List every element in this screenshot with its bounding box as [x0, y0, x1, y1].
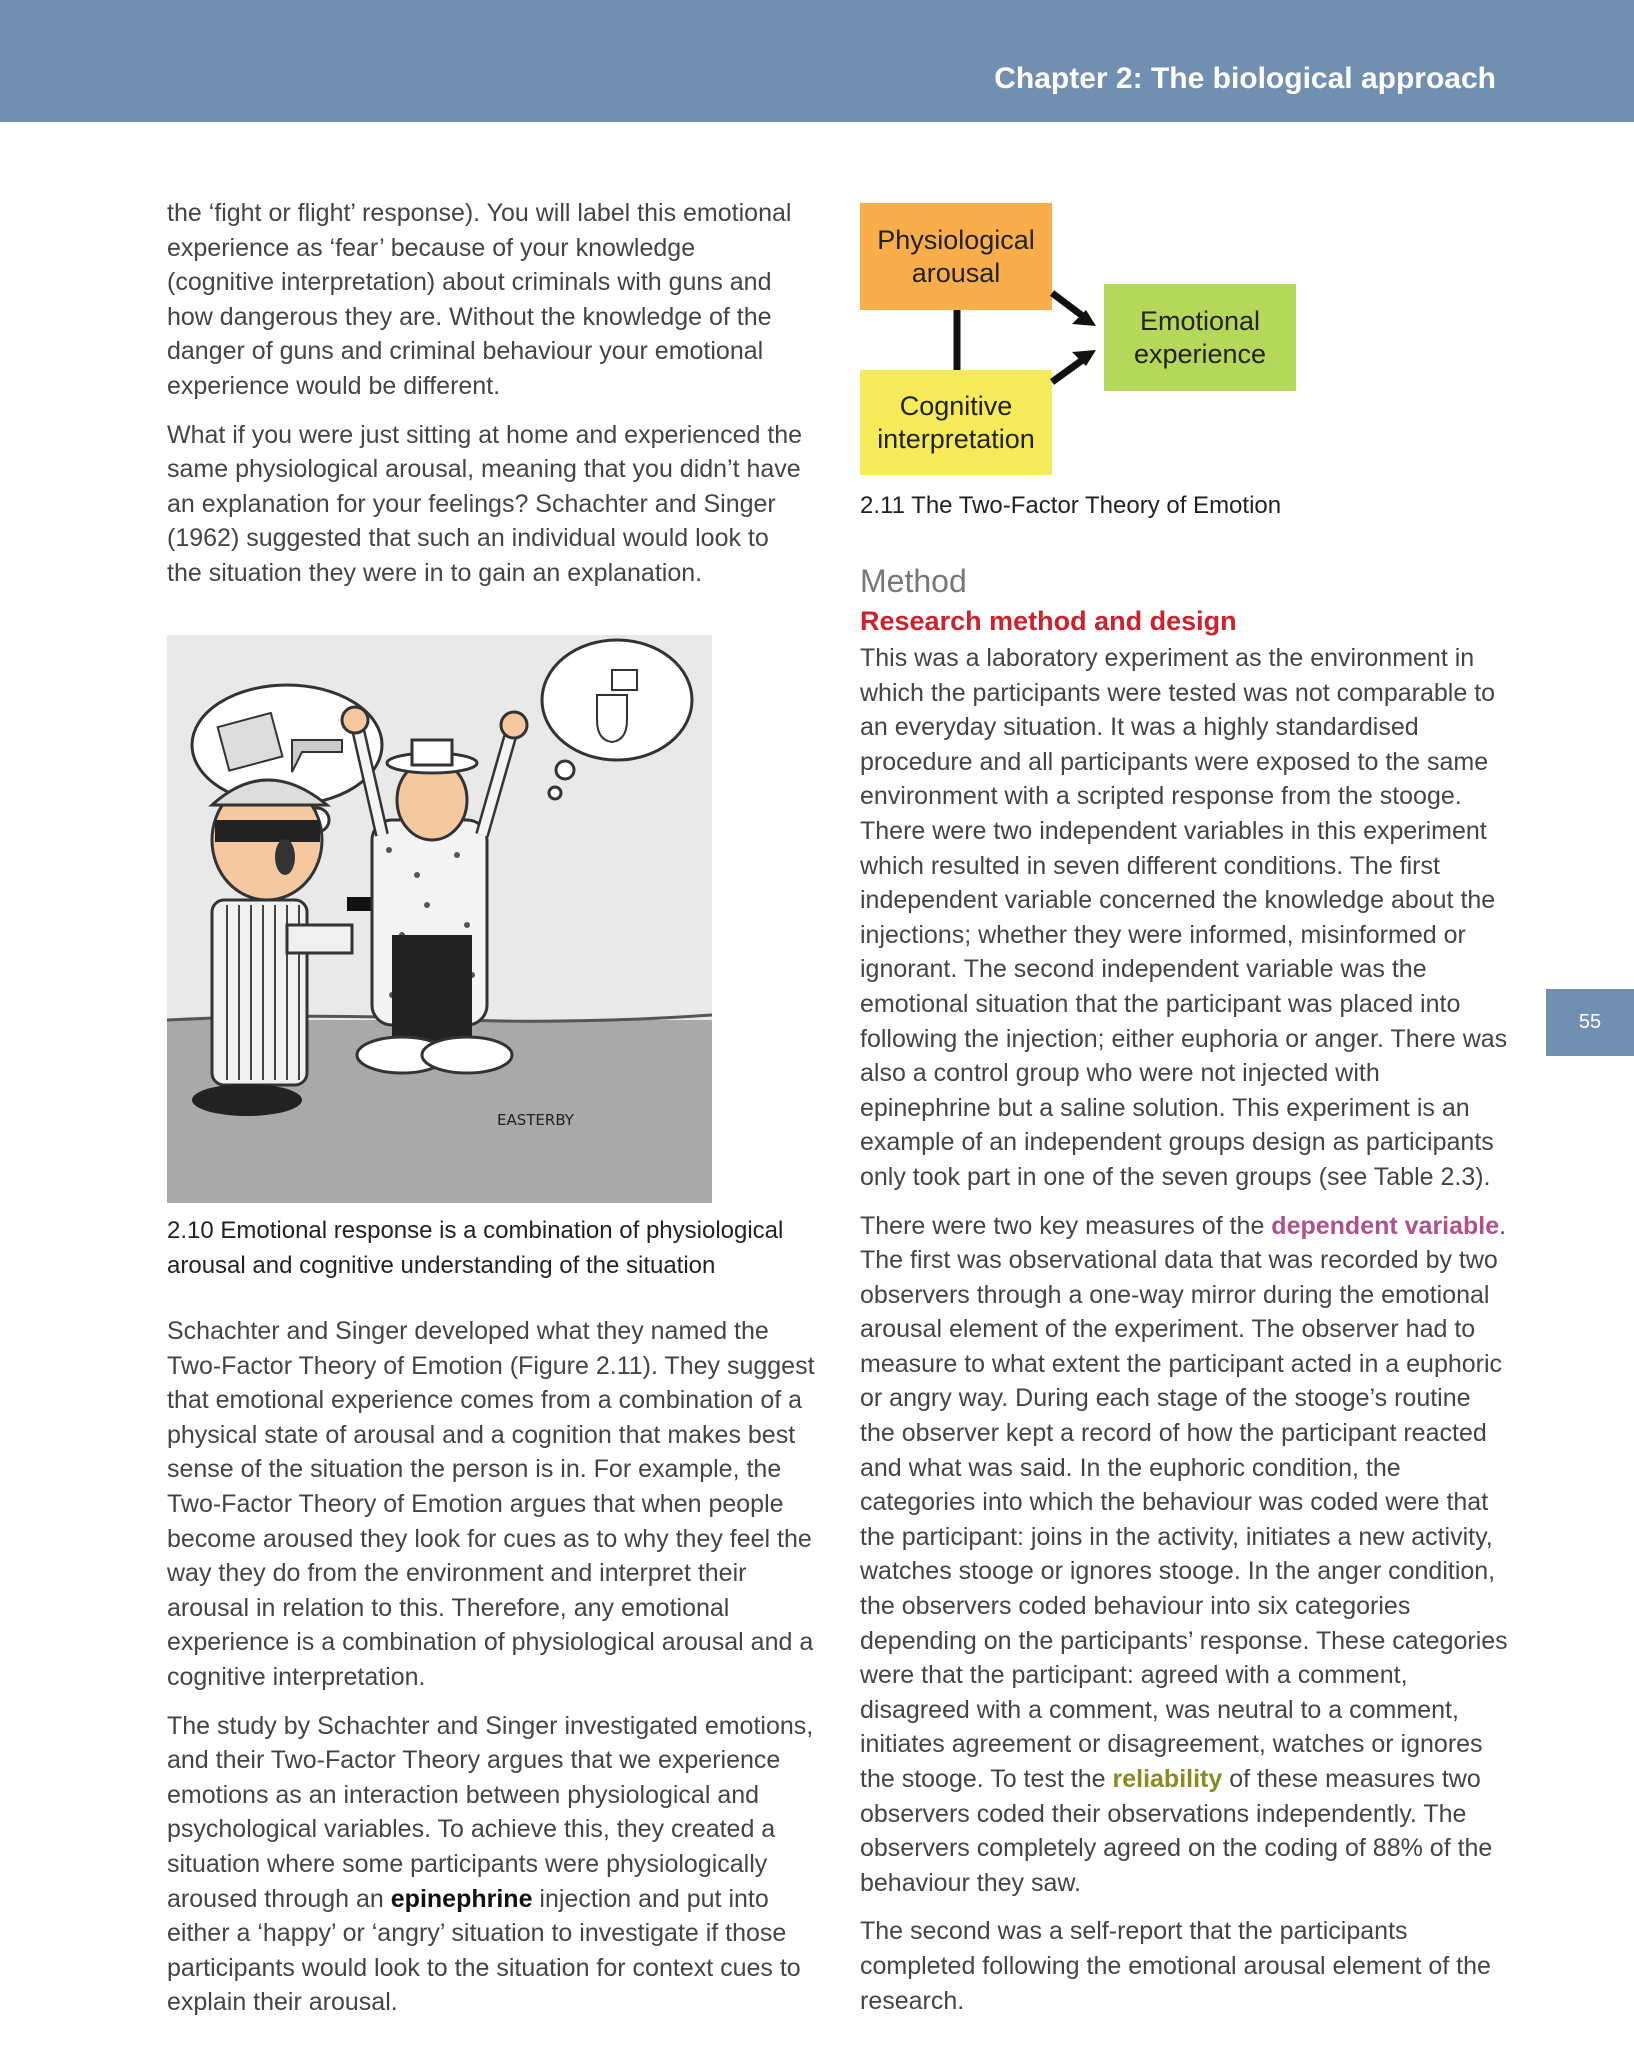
key-term-reliability: reliability: [1112, 1765, 1223, 1793]
left-column-bottom: [167, 1314, 827, 2020]
robbery-cartoon-illustration: [167, 635, 712, 1203]
paragraph: [860, 1209, 1510, 1901]
paragraph: This was a laboratory experiment as the environment in which the participants were tested was not comparable to an everyday situation. It was a highly standardised procedure and all participants were exposed to the same environment with a scripted response from the stooge. There were two independent variables in this experiment which resulted in seven different conditions. The first independent variable concerned the knowledge about the injections; whether they were informed, misinformed or ignorant. The second independent variable was the emotional situation that the participant was placed into following the injection; either euphoria or anger. There was also a control group who were not injected with epinephrine but a saline solution. This experiment is an example of an independent groups design as participants only took part in one of the seven groups (see Table 2.3).: [860, 644, 1508, 1191]
figure-caption: 2.10 Emotional response is a combination of physiological arousal and cognitive understanding of the situation: [167, 1217, 784, 1279]
page-number: 55: [1546, 989, 1634, 1056]
text-run: The study by Schachter and Singer investigated emotions, and their Two-Factor Theory argues that we experience emotions as an interaction between physiological and psychological variables. To achieve this, they created a situation where some participants were physiologically aroused through an: [167, 1711, 814, 1913]
diagram-connectors: [850, 290, 1110, 410]
paragraph: [167, 1709, 827, 2020]
paragraph: The second was a self-report that the participants completed following the emotional arousal element of the research.: [860, 1917, 1491, 2015]
subsection-heading: Research method and design: [860, 606, 1237, 636]
emotional-experience-box: Emotional experience: [1104, 284, 1296, 391]
key-term-dependent-variable: dependent variable: [1271, 1211, 1500, 1240]
cognitive-interpretation-box: Cognitive interpretation: [860, 370, 1052, 475]
text-run: There were two key measures of the: [860, 1211, 1272, 1240]
paragraph: What if you were just sitting at home and experienced the same physiological arousal, meaning that you didn’t have an explanation for your feelings? Schachter and Singer (1962) suggested that such an individual would look to the situation they were in to gain an explanation.: [167, 420, 803, 587]
cartoon-figure: [167, 635, 712, 1203]
key-term: epinephrine: [390, 1884, 533, 1913]
paragraph: the ‘fight or flight’ response). You will label this emotional experience as ‘fear’ because of your knowledge (cognitive interpretation) about criminals with guns and how dangerous they are. Without the knowledge of the danger of guns and criminal behaviour your emotional experience would be different.: [167, 199, 792, 400]
right-column: [860, 561, 1510, 2018]
left-column-top: [167, 196, 807, 591]
diagram-caption: 2.11 The Two-Factor Theory of Emotion: [860, 492, 1282, 519]
chapter-title: Chapter 2: The biological approach: [994, 62, 1496, 95]
text-run: injection and put into either a ‘happy’ or ‘angry’ situation to investigate if those participants would look to the situation for context cues to explain their arousal.: [167, 1884, 801, 2017]
text-run: of these measures two observers coded their observations independently. The observers completely agreed on the coding of 88% of the behaviour they saw.: [860, 1765, 1493, 1897]
cartoon-signature: EASTERBY: [497, 1111, 574, 1129]
text-run: . The first was observational data that was recorded by two observers through a one-way mirror during the emotional arousal element of the experiment. The observer had to measure to what extent the participant acted in a euphoric or angry way. During each stage of the stooge’s routine the observer kept a record of how the participant reacted and what was said. In the euphoric condition, the categories into which the behaviour was coded were that the participant: joins in the activity, initiates a new activity, watches stooge or ignores stooge. In the anger condition, the observers coded behaviour into six categories depending on the participants’ response. These categories were that the participant: agreed with a comment, disagreed with a comment, was neutral to a comment, initiates agreement or disagreement, watches or ignores the stooge. To test the: [860, 1211, 1508, 1793]
chapter-header-bar: [0, 0, 1634, 122]
section-heading: Method: [860, 563, 967, 599]
paragraph: Schachter and Singer developed what they named the Two-Factor Theory of Emotion (Figure 2.11). They suggest that emotional experience comes from a combination of a physical state of arousal and a cognition that makes best sense of the situation the person is in. For example, the Two-Factor Theory of Emotion argues that when people become aroused they look for cues as to why they feel the way they do from the environment and interpret their arousal in relation to this. Therefore, any emotional experience is a combination of physiological arousal and a cognitive interpretation.: [167, 1317, 815, 1691]
physiological-arousal-box: Physiological arousal: [860, 203, 1052, 310]
